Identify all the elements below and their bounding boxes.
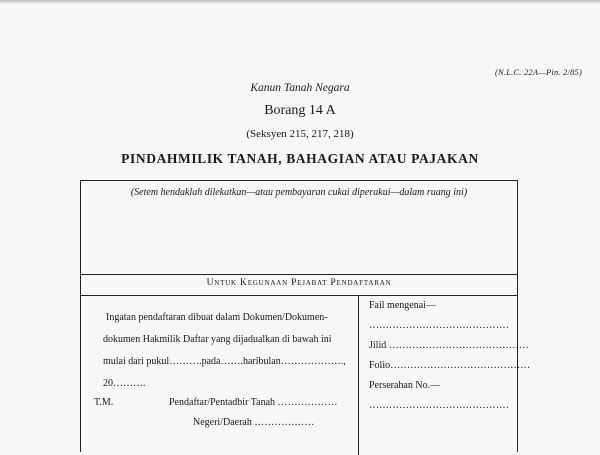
divider [81, 274, 517, 275]
file-label: Fail mengenai— [369, 300, 436, 311]
jilid-field: Jilid …………………………………… [369, 340, 529, 351]
registrar-signature: Pendaftar/Pentadbir Tanah ……………… [169, 397, 338, 408]
form-number: Borang 14 A [264, 103, 336, 118]
form-box [80, 180, 531, 452]
sections: (Seksyen 215, 217, 218) [246, 128, 354, 140]
tm-label: T.M. [94, 397, 114, 408]
note-line: Ingatan pendaftaran dibuat dalam Dokumen/Dokumen- [106, 312, 328, 323]
divider [81, 295, 517, 296]
act-name: Kanun Tanah Negara [250, 82, 350, 94]
column-divider [358, 295, 359, 455]
note-line: dokumen Hakmilik Daftar yang dijadualkan di bawah ini [103, 334, 332, 345]
registration-note [103, 307, 353, 395]
folio-field: Folio…………………………………… [369, 360, 531, 371]
form-reference: (N.L.C. 22A—Pin. 2/85) [494, 67, 582, 77]
file-dots: …………………………………… [369, 320, 509, 331]
state-district: Negeri/Daerah ……………… [193, 417, 315, 428]
perserahan-label: Perserahan No.— [369, 380, 441, 391]
form-title: PINDAHMILIK TANAH, BAHAGIAN ATAU PAJAKAN [121, 151, 479, 166]
perserahan-dots: …………………………………… [369, 400, 509, 411]
registry-heading: Untuk Kegunaan Pejabat Pendaftaran [206, 278, 392, 288]
note-line: mulai dari pukul……….pada…….haribulan………………., [103, 356, 346, 367]
scan-edge [0, 0, 600, 4]
note-line: 20………. [103, 378, 146, 389]
stamp-note: (Setem hendaklah dilekatkan—atau pembayaran cukai diperakui—dalam ruang ini) [130, 187, 468, 198]
